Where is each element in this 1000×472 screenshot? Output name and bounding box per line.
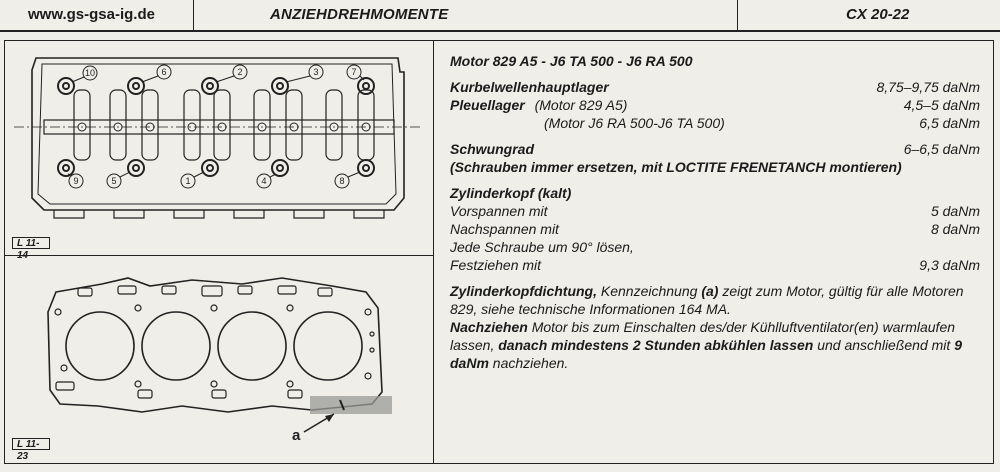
conrod-note: (Motor 829 A5) (534, 97, 628, 113)
gasket-text: Kennzeichnung (597, 283, 702, 299)
bolt-number: 3 (313, 67, 319, 77)
retighten-emphasis: danach mindestens 2 Stunden abkühlen lassen (498, 337, 814, 353)
flywheel-note: (Schrauben immer ersetzen, mit LOCTITE FRENETANCH montieren) (450, 159, 902, 175)
cylinder-head-step: Vorspannen mit (450, 203, 548, 219)
conrod-value: 6,5 daNm (919, 115, 980, 131)
figure-label-top: L 11-14 (12, 237, 50, 249)
engine-heading: Motor 829 A5 - J6 TA 500 - J6 RA 500 (450, 53, 693, 69)
cylinder-head-value: 5 daNm (930, 203, 980, 219)
figure-divider (4, 255, 434, 256)
main-bearing-label: Kurbelwellenhauptlager (450, 79, 609, 95)
cylinder-head-value: 8 daNm (930, 221, 980, 237)
bolt-number: 6 (161, 67, 167, 77)
bolt-number: 7 (351, 67, 357, 77)
bolt-number: 9 (73, 176, 79, 186)
gasket-marking-area (310, 396, 392, 414)
flywheel-value: 6–6,5 daNm (903, 141, 980, 157)
model-label: CX 20-22 (846, 6, 910, 23)
gasket-label: Zylinderkopfdichtung, (450, 283, 597, 299)
cylinder-head-value: 9,3 daNm (919, 257, 980, 273)
cylinder-head-step: Festziehen mit (450, 257, 542, 273)
bolt-number: 4 (261, 176, 267, 186)
flywheel-label: Schwungrad (450, 141, 535, 157)
conrod-note: (Motor J6 RA 500-J6 TA 500) (544, 115, 725, 131)
main-bearing-value: 8,75–9,75 daNm (876, 79, 980, 95)
website-label: www.gs-gsa-ig.de (0, 0, 194, 30)
bolt-number: 5 (111, 176, 117, 186)
figure-label-bottom: L 11-23 (12, 438, 50, 450)
bolt-number: 10 (84, 68, 96, 78)
cylinder-head-label: Zylinderkopf (kalt) (450, 185, 572, 201)
gasket-marker: (a) (701, 283, 719, 299)
retighten-label: Nachziehen (450, 319, 528, 335)
gasket-marker-label: a (292, 427, 301, 442)
torque-specs (450, 52, 980, 372)
retighten-text: nachziehen. (488, 355, 569, 371)
cylinder-head-step: Nachspannen mit (450, 221, 559, 237)
bolt-number: 2 (237, 67, 243, 77)
head-gasket-diagram (42, 272, 402, 442)
conrod-label: Pleuellager (450, 97, 525, 113)
conrod-value: 4,5–5 daNm (903, 97, 980, 113)
bolt-number: 1 (185, 176, 191, 186)
gasket-paragraph (450, 282, 980, 318)
retighten-text: Motor bis zum Einschalten des/der Kühlluftventilator(en) warmlaufen lassen, (450, 319, 956, 353)
retighten-torque: 9 daNm (450, 337, 962, 371)
cylinder-head-diagram (14, 50, 424, 226)
cylinder-head-step: Jede Schraube um 90° lösen, (450, 239, 634, 255)
bolt-number: 8 (339, 176, 345, 186)
retighten-paragraph (450, 318, 980, 372)
gasket-text: zeigt zum Motor, gültig für alle Motoren 829, siehe technische Informationen 164 MA. (450, 283, 964, 317)
page-title: ANZIEHDREHMOMENTE (194, 0, 738, 30)
header-bar (0, 0, 1000, 32)
retighten-text: und anschließend mit (813, 337, 955, 353)
